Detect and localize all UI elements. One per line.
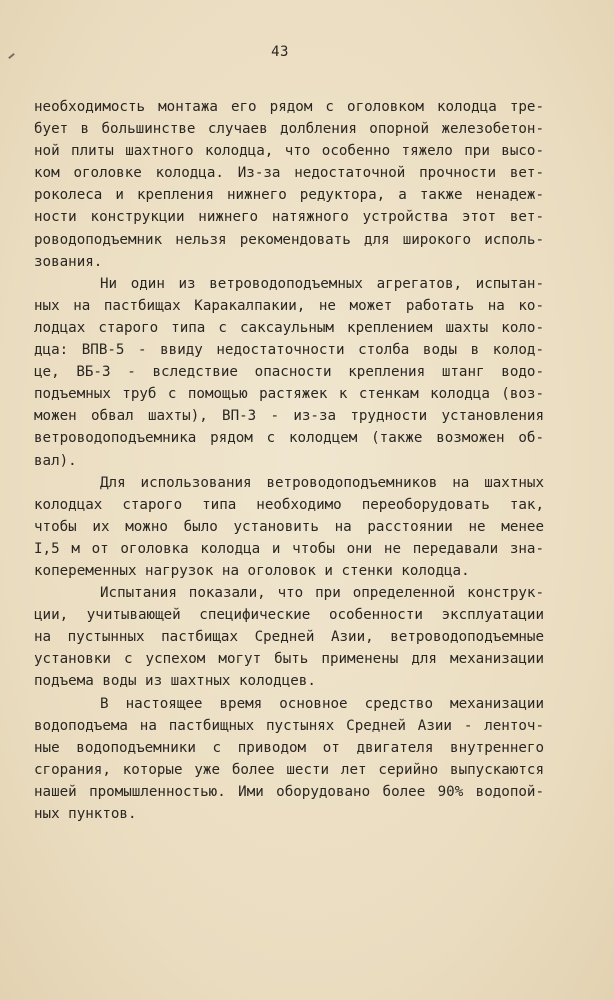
text-line: роколеса и крепления нижнего редуктора, а также ненадеж- [34, 187, 544, 204]
text-line: необходимость монтажа его рядом с оголовком колодца тре- [34, 99, 544, 115]
text-line: роводоподъемник нельзя рекомендовать для широкого исполь- [34, 231, 544, 248]
text-line: можен обвал шахты), ВП-3 - из-за трудности установления [34, 408, 544, 425]
page-number: 43 [271, 44, 289, 60]
body-text [34, 96, 544, 825]
text-line: лодцах старого типа с саксаульным креплением шахты коло- [34, 319, 544, 336]
text-line: бует в большинстве случаев долбления опорной железобетон- [34, 121, 544, 138]
text-line: колодцах старого типа необходимо переоборудовать так, [34, 496, 544, 513]
text-line: дца: ВПВ-5 - ввиду недостаточности столба воды в колод- [34, 342, 544, 359]
text-line: водоподъема на пастбищных пустынях Средней Азии - ленточ- [34, 717, 544, 734]
text-line: Для использования ветроводоподъемников на шахтных [100, 474, 544, 491]
text-line: В настоящее время основное средство механизации [100, 695, 544, 712]
text-line: ком оголовке колодца. Из-за недостаточной прочности вет- [34, 165, 544, 182]
text-line: установки с успехом могут быть применены для механизации [34, 651, 544, 668]
text-line: ных на пастбищах Каракалпакии, не может работать на ко- [34, 297, 544, 314]
text-line: I,5 м от оголовка колодца и чтобы они не передавали зна- [34, 540, 544, 557]
text-line: ных пунктов. [34, 806, 137, 822]
text-line: ции, учитывающей специфические особенности эксплуатации [34, 607, 544, 624]
text-line: Испытания показали, что при определенной конструк- [100, 585, 544, 602]
text-line: це, ВБ-3 - вследствие опасности крепления штанг водо- [34, 364, 544, 381]
text-line: на пустынных пастбищах Средней Азии, ветроводоподъемные [34, 629, 544, 646]
text-line: ные водоподъемники с приводом от двигателя внутреннего [34, 739, 544, 756]
text-line: ной плиты шахтного колодца, что особенно тяжело при высо- [34, 143, 544, 160]
text-line: подъемных труб с помощью растяжек к стенкам колодца (воз- [34, 386, 544, 403]
text-line: чтобы их можно было установить на расстоянии не менее [34, 518, 544, 535]
text-line: сгорания, которые уже более шести лет серийно выпускаются [34, 761, 544, 778]
text-line: вал). [34, 452, 77, 469]
text-line: подъема воды из шахтных колодцев. [34, 673, 316, 690]
text-line: Ни один из ветроводоподъемных агрегатов, испытан- [100, 275, 544, 292]
text-line: нашей промышленностью. Ими оборудовано более 90% водопой- [34, 783, 544, 800]
text-line: ности конструкции нижнего натяжного устройства этот вет- [34, 209, 544, 226]
text-line: копеременных нагрузок на оголовок и стенки колодца. [34, 562, 470, 579]
text-line: зования. [34, 253, 103, 270]
text-line: ветроводоподъемника рядом с колодцем (также возможен об- [34, 430, 544, 447]
